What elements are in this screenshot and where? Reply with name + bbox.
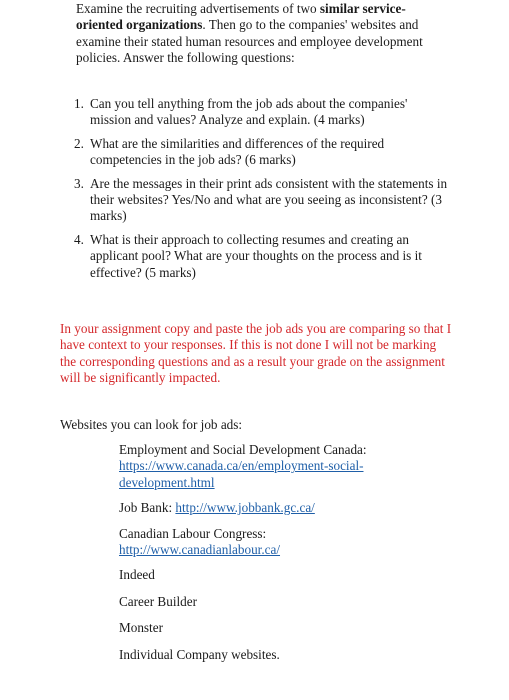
question-text: What is their approach to collecting resumes and creating an applicant pool? What are your thoughts on the process and is it effective? (5 marks) — [90, 231, 422, 280]
intro-paragraph — [76, 1, 436, 67]
intro-lead: Examine the recruiting advertisements of two — [76, 1, 320, 16]
site-careerbuilder: Career Builder — [119, 593, 197, 609]
websites-heading: Websites you can look for job ads: — [60, 417, 243, 432]
site-jobbank-link[interactable]: http://www.jobbank.gc.ca/ — [175, 500, 315, 516]
question-number: 2. — [74, 135, 84, 151]
question-item — [74, 176, 450, 225]
warning-notice: In your assignment copy and paste the job ads you are comparing so that I have context to your responses. If this is not done I will not be marking the corresponding questions and as a result your grade on the assignment will be significantly impacted. — [60, 321, 452, 386]
site-jobbank-label: Job Bank: — [119, 500, 176, 516]
site-indeed: Indeed — [119, 567, 155, 583]
question-number: 3. — [74, 175, 84, 191]
intro-bold: similar service-oriented organizations — [76, 1, 406, 33]
question-item — [74, 96, 450, 129]
question-item — [74, 232, 450, 281]
site-clc-link[interactable]: http://www.canadianlabour.ca/ — [119, 542, 281, 558]
site-jobbank — [119, 500, 439, 516]
site-esdc — [119, 442, 439, 491]
websites-list — [119, 442, 439, 673]
site-esdc-link[interactable]: https://www.canada.ca/en/employment-social-development.html — [119, 458, 364, 490]
question-text: Can you tell anything from the job ads about the companies' mission and values? Analyze and explain. (4 marks) — [90, 96, 408, 128]
site-company: Individual Company websites. — [119, 646, 280, 662]
question-number: 4. — [74, 231, 84, 247]
question-number: 1. — [74, 96, 84, 111]
site-esdc-label: Employment and Social Development Canada: — [119, 442, 367, 457]
question-item — [74, 136, 450, 169]
question-list — [74, 96, 450, 288]
site-monster: Monster — [119, 620, 163, 636]
question-text: Are the messages in their print ads consistent with the statements in their websites? Yes/No and what are you seeing as inconsistent? (3 marks) — [90, 175, 448, 224]
site-clc-label: Canadian Labour Congress: — [119, 525, 267, 541]
intro-rest: . Then go to the companies' websites and examine their stated human resources and employee development policies. Answer the following questions: — [76, 17, 423, 66]
site-clc — [119, 526, 439, 559]
question-text: What are the similarities and differences of the required competencies in the job ads? (6 marks) — [90, 135, 385, 168]
